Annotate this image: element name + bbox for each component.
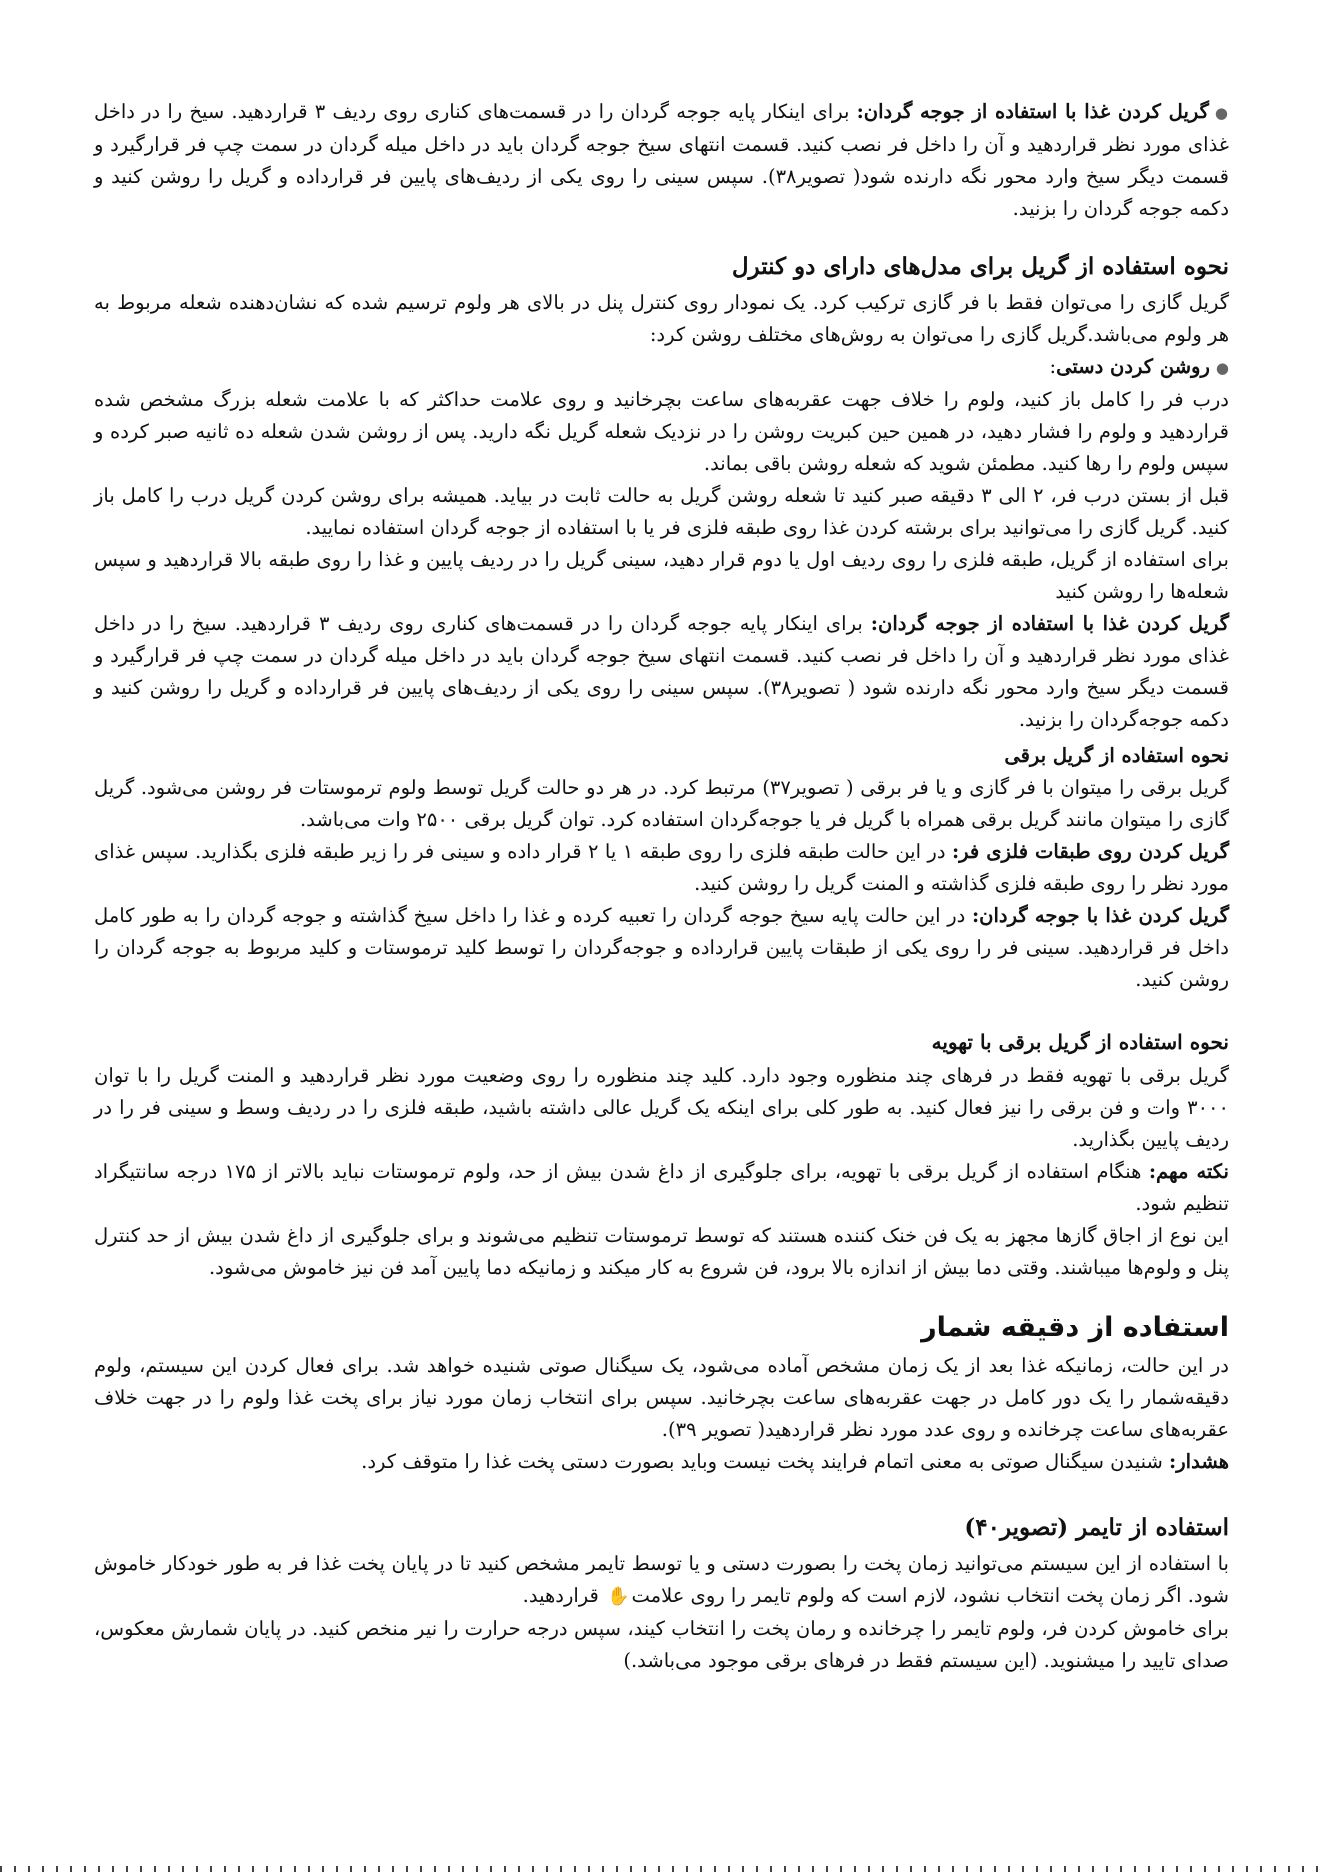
page-bottom-rule: [0, 1866, 1323, 1872]
hand-icon: ✋: [607, 1586, 630, 1607]
rotisserie-intro-body: برای اینکار پایه جوجه گردان را در قسمت‌های کناری روی ردیف ۳ قراردهید. سیخ را در داخل غذای مورد نظر قراردهید و آن را داخل فر نصب کنید. قسمت انتهای سیخ جوجه گردان باید در داخل میله گردان در سمت چپ فر قرارگیرد و قسمت دیگر سیخ وارد محور نگه دارنده شود( تصویر۳۸). سپس سینی را روی یکی از ردیف‌های پایین فر قرارداده و گریل را روشن کنید و دکمه جوجه گردان را بزنید.: [94, 100, 1229, 220]
electric-grill-rotisserie-title: گریل کردن غذا با جوجه گردان:: [971, 904, 1229, 927]
fan-grill-note-body: هنگام استفاده از گریل برقی با تهویه، برای جلوگیری از داغ شدن بیش از حد، ولوم ترموستات نباید بالاتر از ۱۷۵ درجه سانتیگراد تنظیم شود.: [94, 1160, 1229, 1215]
minute-timer-warning-title: هشدار:: [1169, 1450, 1229, 1473]
dual-control-p3: قبل از بستن درب فر، ۲ الی ۳ دقیقه صبر کنید تا شعله روشن گریل به حالت ثابت در بیاید. همیشه برای روشن کردن گریل درب را کامل باز کنید. گریل گازی را می‌توانید برای برشته کردن غذا روی طبقه فلزی فر یا با استفاده از جوجه گردان استفاده نمایید.: [94, 484, 1230, 539]
manual-ignition-title: ● روشن کردن دستی: [1056, 355, 1229, 378]
dual-control-heading: نحوه استفاده از گریل برای مدل‌های دارای دو کنترل: [731, 253, 1229, 280]
minute-timer-warning-paragraph: [94, 1446, 1229, 1478]
minute-timer-p1: در این حالت، زمانیکه غذا بعد از یک زمان مشخص آماده می‌شود، یک سیگنال صوتی شنیده خواهد شد. برای فعال کردن این سیستم، ولوم دقیقه‌شمار را یک دور کامل در جهت عقربه‌های ساعت بچرخانید. سپس برای انتخاب زمان مورد نیاز برای پخت غذا ولوم را در جهت خلاف عقربه‌های ساعت چرخانده و روی عدد مورد نظر قراردهید( تصویر ۳۹).: [94, 1354, 1229, 1441]
fan-grill-p2: این نوع از اجاق گازها مجهز به یک فن خنک کننده هستند که توسط ترموستات تنظیم می‌شوند و برای جلوگیری از داغ شدن بیش از حد کنترل پنل و ولوم‌ها میباشند. وقتی دما بیش از اندازه بالا برود، فن شروع به کار میکند و زمانیکه دما پایین آمد فن نیز خاموش می‌شود.: [94, 1224, 1229, 1279]
electric-grill-tray-title: گریل کردن روی طبقات فلزی فر:: [951, 840, 1230, 863]
timer-p1: [94, 1548, 1229, 1613]
dual-control-rotisserie-paragraph: [94, 608, 1229, 736]
rotisserie-intro-title: ● گریل کردن غذا با استفاده از جوجه گردان:: [857, 100, 1229, 123]
dual-control-p2: درب فر را کامل باز کنید، ولوم را خلاف جهت عقربه‌های ساعت بچرخانید و روی علامت حداکثر که با علامت شعله بزرگ مشخص شده قراردهید و ولوم را فشار دهید، در همین حین کبریت روشن را در نزدیک شعله گریل نگه دارید. پس از روشن شدن شعله ده ثانیه صبر کرده و سپس ولوم را رها کنید. مطمئن شوید که شعله روشن باقی بماند.: [94, 388, 1229, 475]
timer-p1-start: با استفاده از این سیستم می‌توانید زمان پخت را بصورت دستی و یا توسط تایمر مشخص کنید تا در پایان پخت غذا فر به طور خودکار خاموش شود. اگر زمان پخت انتخاب نشود، لازم است که ولوم تایمر را روی علامت: [94, 1552, 1229, 1607]
electric-grill-tray-body: در این حالت طبقه فلزی را روی طبقه ۱ یا ۲ قرار داده و سینی فر را زیر طبقه فلزی بگذارید. سپس غذای مورد نظر را روی طبقه فلزی گذاشته و المنت گریل را روشن کنید.: [94, 840, 1229, 895]
electric-grill-tray-paragraph: [94, 836, 1229, 900]
fan-grill-p1: گریل برقی با تهویه فقط در فرهای چند منظوره وجود دارد. کلید چند منظوره را روی وضعیت مورد نظر قراردهید و المنت گریل را با توان ۳۰۰۰ وات و فن برقی را نیز فعال کنید. به طور کلی برای اینکه یک گریل عالی داشته باشید، طبقه فلزی را در ردیف وسط و سینی فر را در ردیف پایین بگذارید.: [94, 1064, 1229, 1151]
dual-control-rotisserie-title: گریل کردن غذا با استفاده از جوجه گردان:: [870, 612, 1229, 635]
manual-ignition-line: [94, 351, 1229, 384]
fan-grill-note-paragraph: [94, 1156, 1229, 1220]
timer-p1-end: قراردهید.: [522, 1584, 606, 1607]
minute-timer-heading: استفاده از دقیقه شمار: [921, 1312, 1229, 1343]
timer-heading: استفاده از تایمر (تصویر۴۰): [964, 1514, 1229, 1541]
fan-grill-heading: نحوه استفاده از گریل برقی با تهویه: [931, 1030, 1229, 1054]
manual-ignition-colon: :: [1049, 355, 1057, 378]
minute-timer-warning-body: شنیدن سیگنال صوتی به معنی اتمام فرایند پخت نیست وباید بصورت دستی پخت غذا را متوقف کرد.: [361, 1450, 1163, 1473]
electric-grill-p1: گریل برقی را میتوان با فر گازی و یا فر برقی ( تصویر۳۷) مرتبط کرد. در هر دو حالت گریل توسط ولوم ترموستات فر روشن می‌شود. گریل گازی را میتوان مانند گریل برقی همراه با گریل فر یا جوجه‌گردان استفاده کرد. توان گریل برقی ۲۵۰۰ وات می‌باشد.: [94, 776, 1229, 831]
electric-grill-rotisserie-body: در این حالت پایه سیخ جوجه گردان را تعبیه کرده و غذا را داخل سیخ گذاشته و جوجه گردان را به طور کامل داخل فر قراردهید. سینی فر را روی یکی از طبقات پایین قرارداده و جوجه‌گردان را توسط کلید ترموستات و کلید مربوط به جوجه گردان را روشن کنید.: [94, 904, 1229, 991]
rotisserie-intro-paragraph: [94, 96, 1229, 225]
fan-grill-note-title: نکته مهم:: [1148, 1160, 1229, 1183]
electric-grill-heading: نحوه استفاده از گریل برقی: [1004, 744, 1229, 767]
dual-control-p1: گریل گازی را می‌توان فقط با فر گازی ترکیب کرد. یک نمودار روی کنترل پنل در بالای هر ولوم ترسیم شده که نشان‌دهنده شعله مربوط به هر ولوم می‌باشد.گریل گازی را می‌توان به روش‌های مختلف روشن کرد:: [94, 291, 1229, 346]
dual-control-p4: برای استفاده از گریل، طبقه فلزی را روی ردیف اول یا دوم قرار دهید، سینی گریل را در ردیف پایین و غذا را روی طبقه بالا قراردهید و سپس شعله‌ها را روشن کنید: [94, 548, 1229, 603]
timer-p2: برای خاموش کردن فر، ولوم تایمر را چرخانده و رمان پخت را انتخاب کیند، سپس درجه حرارت را نیر منخص کنید. در پایان شمارش معکوس، صدای تایید را میشنوید. (این سیستم فقط در فرهای برقی موجود می‌باشد.): [94, 1617, 1229, 1672]
electric-grill-rotisserie-paragraph: [94, 900, 1229, 996]
dual-control-rotisserie-body: برای اینکار پایه جوجه گردان را در قسمت‌های کناری روی ردیف ۳ قراردهید. سیخ را در داخل غذای مورد نظر قراردهید و آن را داخل فر نصب کنید. قسمت انتهای سیخ جوجه گردان باید در داخل میله گردان در سمت چپ فر قرارگیرد و قسمت دیگر سیخ وارد محور نگه دارنده شود ( تصویر۳۸). سپس سینی را روی یکی از ردیف‌های پایین فر قرارداده و گریل را روشن کنید و دکمه جوجه‌گردان را بزنید.: [94, 612, 1229, 731]
manual-page: [94, 96, 1229, 1677]
